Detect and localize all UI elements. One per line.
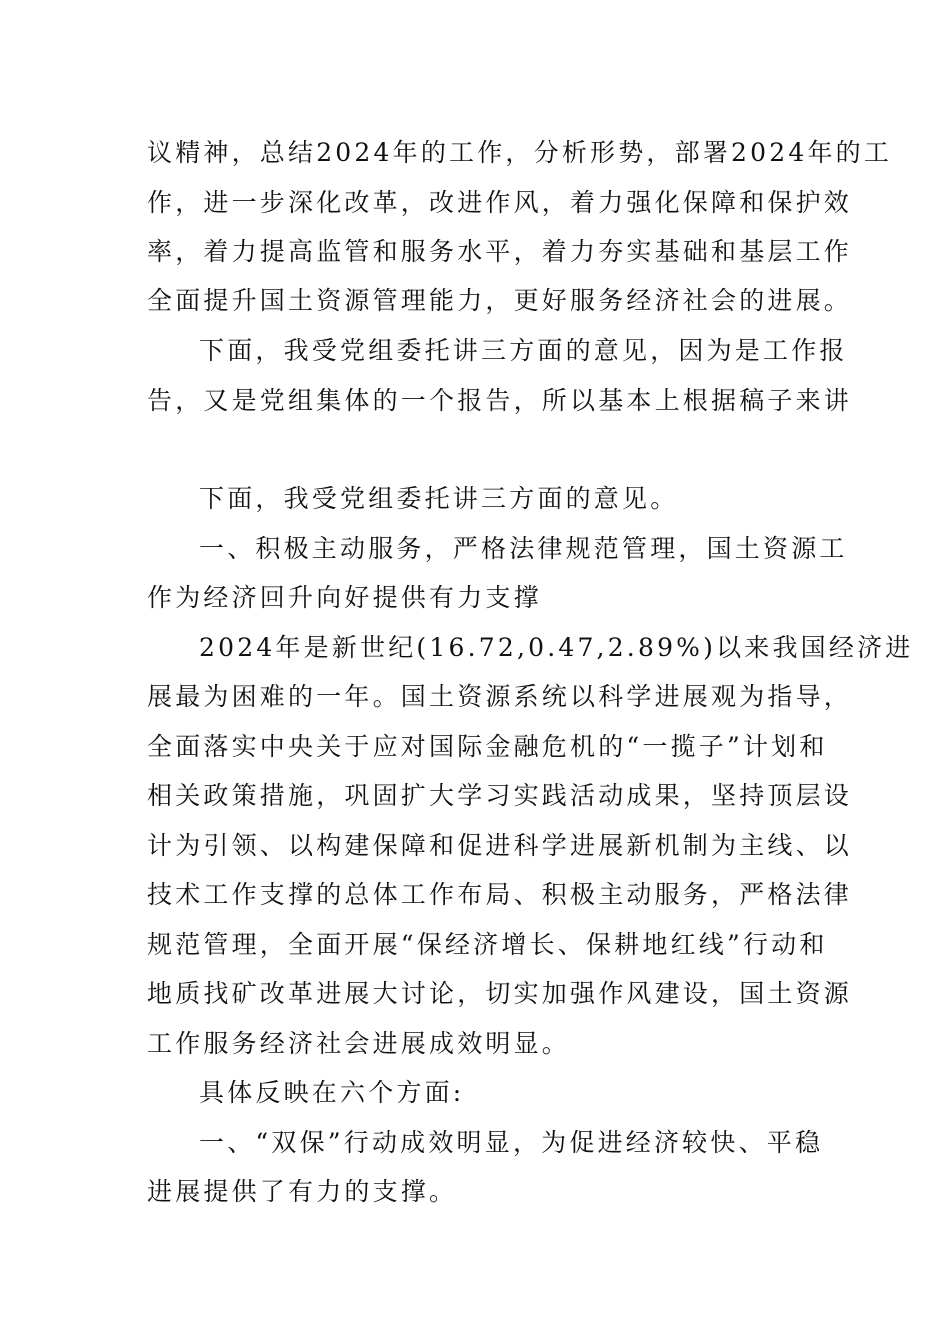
paragraph-first-line: 下面，我受党组委托讲三方面的意见，因为是工作报 <box>199 336 848 365</box>
text-line: 议精神，总结2024年的工作，分析形势，部署2024年的工 <box>147 138 893 167</box>
text-line: 相关政策措施，巩固扩大学习实践活动成果，坚持顶层设 <box>147 781 853 810</box>
text-line: 全面落实中央关于应对国际金融危机的“一揽子”计划和 <box>147 732 828 761</box>
text-line: 作，进一步深化改革，改进作风，着力强化保障和保护效 <box>147 188 853 217</box>
text-line: 规范管理，全面开展“保经济增长、保耕地红线”行动和 <box>147 930 828 959</box>
text-line: 全面提升国土资源管理能力，更好服务经济社会的进展。 <box>147 286 853 315</box>
text-line: 率，着力提高监管和服务水平，着力夯实基础和基层工作 <box>147 237 853 266</box>
text-line: 计为引领、以构建保障和促进科学进展新机制为主线、以 <box>147 831 853 860</box>
paragraph-first-line: 下面，我受党组委托讲三方面的意见。 <box>199 484 679 513</box>
text-line: 进展提供了有力的支撑。 <box>147 1177 458 1206</box>
section-heading-line: 作为经济回升向好提供有力支撑 <box>147 583 542 612</box>
text-line: 工作服务经济社会进展成效明显。 <box>147 1029 571 1058</box>
paragraph-first-line: 具体反映在六个方面: <box>199 1078 465 1107</box>
text-line: 地质找矿改革进展大讨论，切实加强作风建设，国土资源 <box>147 979 853 1008</box>
paragraph-first-line: 2024年是新世纪(16.72,0.47,2.89%)以来我国经济进 <box>199 633 914 662</box>
section-heading-first-line: 一、积极主动服务，严格法律规范管理，国土资源工 <box>199 534 848 563</box>
text-line: 告，又是党组集体的一个报告，所以基本上根据稿子来讲 <box>147 386 853 415</box>
text-line: 展最为困难的一年。国土资源系统以科学进展观为指导， <box>147 682 853 711</box>
text-line: 技术工作支撑的总体工作布局、积极主动服务，严格法律 <box>147 880 853 909</box>
paragraph-first-line: 一、“双保”行动成效明显，为促进经济较快、平稳 <box>199 1128 824 1157</box>
